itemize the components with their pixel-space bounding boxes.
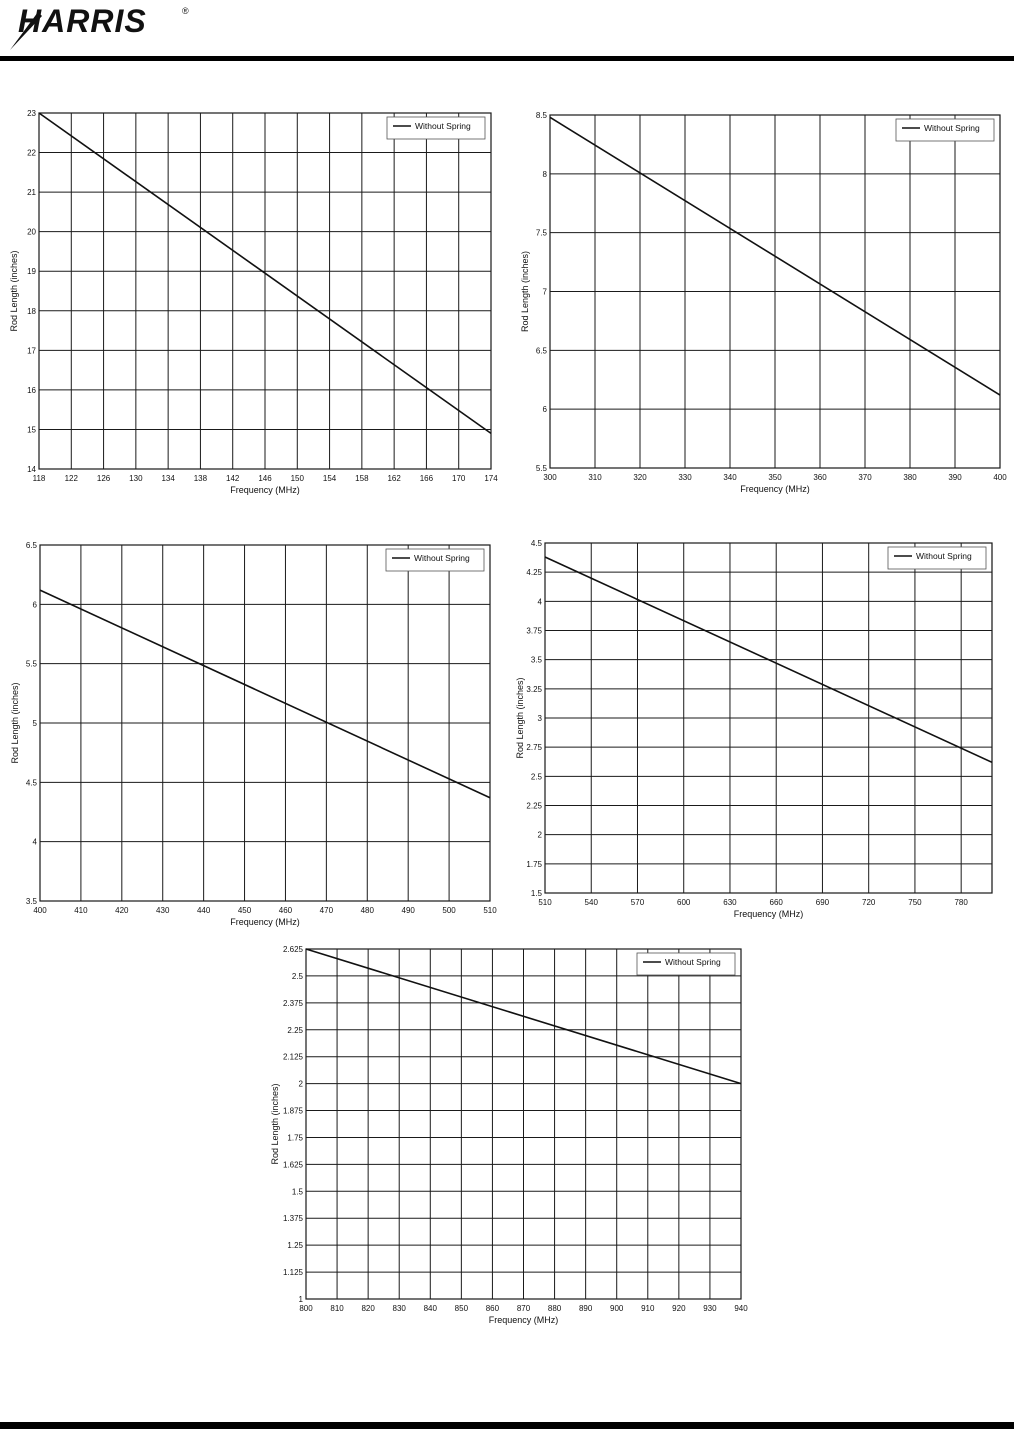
x-tick-label: 750 <box>908 898 922 907</box>
x-tick-label: 350 <box>768 473 782 482</box>
page-header <box>0 0 1014 62</box>
legend <box>896 119 994 141</box>
x-tick-label: 500 <box>442 906 456 915</box>
x-tick-label: 138 <box>193 474 208 483</box>
y-tick-label: 3.25 <box>526 684 542 694</box>
chart-uhf-300-400 <box>515 100 1010 505</box>
y-tick-label: 8.5 <box>535 111 547 120</box>
x-tick-label: 930 <box>703 1304 717 1313</box>
x-tick-label: 166 <box>419 474 434 483</box>
x-tick-label: 440 <box>196 906 211 915</box>
y-tick-label: 1.75 <box>287 1133 303 1143</box>
y-tick-label: 1 <box>298 1295 303 1304</box>
x-tick-label: 154 <box>322 474 337 483</box>
legend-label: Without Spring <box>924 123 980 133</box>
x-tick-label: 910 <box>641 1304 655 1313</box>
x-tick-label: 920 <box>672 1304 686 1313</box>
logo-text: HARRIS <box>18 3 147 39</box>
x-tick-label: 150 <box>290 474 304 483</box>
y-tick-label: 5 <box>32 719 37 728</box>
x-tick-label: 360 <box>813 473 827 482</box>
y-tick-label: 1.5 <box>530 889 542 898</box>
x-tick-label: 490 <box>401 906 415 915</box>
x-axis-label: Frequency (MHz) <box>488 1315 559 1325</box>
x-axis-label: Frequency (MHz) <box>230 485 300 495</box>
x-tick-label: 300 <box>543 473 557 482</box>
x-tick-label: 370 <box>858 473 872 482</box>
x-tick-label: 450 <box>237 906 252 915</box>
legend-label: Without Spring <box>665 957 721 967</box>
x-tick-label: 330 <box>678 473 692 482</box>
x-tick-label: 470 <box>319 906 334 915</box>
x-tick-label: 122 <box>64 474 78 483</box>
y-tick-label: 2.375 <box>282 998 303 1008</box>
registered-mark: ® <box>182 6 189 16</box>
y-tick-label: 3.5 <box>530 655 542 665</box>
y-tick-label: 5.5 <box>25 659 37 669</box>
y-tick-label: 1.75 <box>526 859 542 869</box>
x-tick-label: 630 <box>723 898 737 907</box>
x-tick-label: 460 <box>278 906 293 915</box>
y-tick-label: 19 <box>27 267 36 277</box>
y-tick-label: 3 <box>537 714 542 723</box>
y-tick-label: 2.125 <box>282 1052 303 1062</box>
y-tick-label: 2.5 <box>291 971 303 981</box>
y-tick-label: 3.5 <box>25 897 37 906</box>
x-tick-label: 174 <box>484 474 498 483</box>
y-tick-label: 16 <box>27 385 36 395</box>
footer-rule <box>0 1422 1014 1429</box>
legend <box>637 953 735 975</box>
x-tick-label: 390 <box>948 473 962 482</box>
y-tick-label: 2.25 <box>526 801 542 811</box>
y-tick-label: 7.5 <box>535 228 547 238</box>
y-tick-label: 2.75 <box>526 743 542 753</box>
x-tick-label: 310 <box>588 473 602 482</box>
y-tick-label: 14 <box>27 465 36 474</box>
x-tick-label: 510 <box>483 906 497 915</box>
y-tick-label: 1.625 <box>282 1160 303 1170</box>
x-tick-label: 540 <box>584 898 598 907</box>
y-tick-label: 1.5 <box>291 1187 303 1197</box>
y-tick-label: 2.25 <box>287 1025 303 1035</box>
x-tick-label: 820 <box>361 1304 375 1313</box>
chart-800-940 <box>256 940 756 1335</box>
x-tick-label: 118 <box>32 474 46 483</box>
x-tick-label: 600 <box>677 898 691 907</box>
y-tick-label: 1.125 <box>282 1268 303 1278</box>
y-tick-label: 2.625 <box>282 945 303 954</box>
y-tick-label: 6 <box>32 600 37 610</box>
y-tick-label: 4.5 <box>25 778 37 788</box>
y-tick-label: 8 <box>542 169 547 179</box>
y-tick-label: 4.25 <box>526 568 542 578</box>
x-tick-label: 126 <box>96 474 111 483</box>
legend-label: Without Spring <box>916 551 972 561</box>
x-tick-label: 720 <box>862 898 876 907</box>
x-tick-label: 510 <box>538 898 552 907</box>
x-tick-label: 860 <box>485 1304 500 1313</box>
y-tick-label: 4 <box>32 837 37 847</box>
legend-label: Without Spring <box>414 553 470 563</box>
y-tick-label: 6.5 <box>535 346 547 356</box>
y-tick-label: 20 <box>27 227 36 237</box>
y-tick-label: 3.75 <box>526 626 542 636</box>
y-tick-label: 2.5 <box>530 772 542 782</box>
x-axis-label: Frequency (MHz) <box>230 917 300 927</box>
x-tick-label: 660 <box>769 898 783 907</box>
y-axis-label: Rod Length (inches) <box>9 250 19 332</box>
y-tick-label: 15 <box>27 425 36 435</box>
x-tick-label: 480 <box>360 906 374 915</box>
y-tick-label: 7 <box>542 287 547 297</box>
x-tick-label: 430 <box>156 906 170 915</box>
x-tick-label: 400 <box>33 906 47 915</box>
chart-uhf-400-510 <box>8 533 504 933</box>
y-tick-label: 5.5 <box>535 464 547 473</box>
x-tick-label: 850 <box>454 1304 469 1313</box>
x-axis-label: Frequency (MHz) <box>740 484 810 494</box>
x-tick-label: 134 <box>161 474 175 483</box>
y-tick-label: 4.5 <box>530 539 542 548</box>
y-tick-label: 1.25 <box>287 1241 303 1251</box>
x-tick-label: 420 <box>115 906 129 915</box>
x-axis-label: Frequency (MHz) <box>733 909 804 919</box>
y-tick-label: 1.375 <box>282 1214 303 1224</box>
x-tick-label: 870 <box>516 1304 531 1313</box>
y-axis-label: Rod Length (inches) <box>10 682 20 764</box>
chart-uhf-510-800 <box>510 533 1010 933</box>
y-tick-label: 6.5 <box>25 541 37 550</box>
x-tick-label: 146 <box>258 474 272 483</box>
legend <box>386 549 484 571</box>
x-tick-label: 780 <box>954 898 968 907</box>
chart-vhf-118-174 <box>8 100 504 505</box>
y-axis-label: Rod Length (inches) <box>270 1083 280 1165</box>
x-tick-label: 400 <box>993 473 1007 482</box>
y-tick-label: 17 <box>27 346 36 356</box>
y-tick-label: 2 <box>298 1079 303 1089</box>
x-tick-label: 810 <box>330 1304 344 1313</box>
y-tick-label: 2 <box>537 830 542 840</box>
legend-label: Without Spring <box>415 121 471 131</box>
harris-logo <box>8 2 198 52</box>
y-tick-label: 4 <box>537 597 542 607</box>
y-tick-label: 6 <box>542 405 547 415</box>
x-tick-label: 158 <box>355 474 369 483</box>
x-tick-label: 380 <box>903 473 917 482</box>
x-tick-label: 900 <box>610 1304 624 1313</box>
x-tick-label: 410 <box>74 906 88 915</box>
x-tick-label: 830 <box>392 1304 406 1313</box>
legend <box>387 117 485 139</box>
x-tick-label: 162 <box>387 474 401 483</box>
x-tick-label: 570 <box>630 898 645 907</box>
y-axis-label: Rod Length (inches) <box>515 677 525 759</box>
y-tick-label: 1.875 <box>282 1106 303 1116</box>
x-tick-label: 142 <box>226 474 240 483</box>
y-axis-label: Rod Length (inches) <box>520 250 530 333</box>
x-tick-label: 130 <box>129 474 143 483</box>
y-tick-label: 18 <box>27 306 36 316</box>
x-tick-label: 800 <box>299 1304 313 1313</box>
x-tick-label: 690 <box>815 898 830 907</box>
y-tick-label: 22 <box>27 148 36 158</box>
y-tick-label: 23 <box>27 109 36 118</box>
x-tick-label: 880 <box>547 1304 562 1313</box>
header-rule <box>0 56 1014 61</box>
x-tick-label: 940 <box>734 1304 748 1313</box>
y-tick-label: 21 <box>27 188 36 198</box>
legend <box>888 547 986 569</box>
x-tick-label: 170 <box>452 474 466 483</box>
x-tick-label: 840 <box>423 1304 437 1313</box>
x-tick-label: 890 <box>578 1304 593 1313</box>
x-tick-label: 320 <box>633 473 647 482</box>
x-tick-label: 340 <box>723 473 737 482</box>
